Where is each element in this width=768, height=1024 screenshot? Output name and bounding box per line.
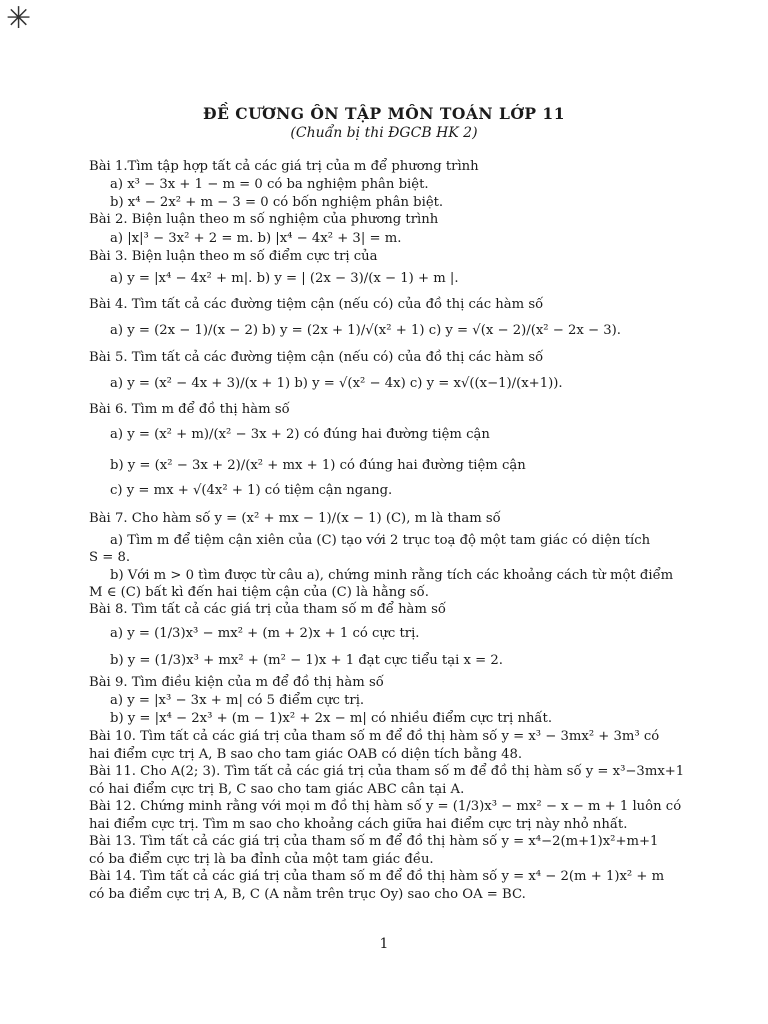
problem-14-line-2: có ba điểm cực trị A, B, C (A nằm trên trục Oy) sao cho OA = BC. bbox=[89, 887, 526, 902]
problem-6-part-c: c) y = mx + √(4x² + 1) có tiệm cận ngang. bbox=[110, 483, 393, 498]
problem-7-part-a: a) Tìm m để tiệm cận xiên của (C) tạo với 2 trục toạ độ một tam giác có diện tích bbox=[110, 533, 651, 548]
problem-2-heading: Bài 2. Biện luận theo m số nghiệm của phương trình bbox=[89, 212, 439, 227]
problem-1-part-b: b) x⁴ − 2x² + m − 3 = 0 có bốn nghiệm phân biệt. bbox=[110, 195, 444, 210]
problem-12-line-2: hai điểm cực trị. Tìm m sao cho khoảng cách giữa hai điểm cực trị này nhỏ nhất. bbox=[89, 817, 628, 832]
problem-9-part-a: a) y = |x³ − 3x + m| có 5 điểm cực trị. bbox=[110, 693, 365, 708]
problem-8-part-b: b) y = (1/3)x³ + mx² + (m² − 1)x + 1 đạt cực tiểu tại x = 2. bbox=[110, 653, 503, 668]
problem-5-parts: a) y = (x² − 4x + 3)/(x + 1) b) y = √(x² − 4x) c) y = x√((x−1)/(x+1)). bbox=[110, 376, 563, 391]
problem-10-line-1: Bài 10. Tìm tất cả các giá trị của tham số m để đồ thị hàm số y = x³ − 3mx² + 3m³ có bbox=[89, 729, 660, 744]
problem-4-heading: Bài 4. Tìm tất cả các đường tiệm cận (nếu có) của đồ thị các hàm số bbox=[89, 297, 544, 312]
problem-3-parts: a) y = |x⁴ − 4x² + m|. b) y = | (2x − 3)/(x − 1) + m |. bbox=[110, 271, 459, 286]
problem-6-part-b: b) y = (x² − 3x + 2)/(x² + mx + 1) có đúng hai đường tiệm cận bbox=[110, 458, 526, 473]
problem-13-line-2: có ba điểm cực trị là ba đỉnh của một tam giác đều. bbox=[89, 852, 434, 867]
problem-6-heading: Bài 6. Tìm m để đồ thị hàm số bbox=[89, 402, 290, 417]
problem-7-part-b: b) Với m > 0 tìm được từ câu a), chứng minh rằng tích các khoảng cách từ một điểm bbox=[110, 568, 674, 583]
problem-4-parts: a) y = (2x − 1)/(x − 2) b) y = (2x + 1)/√(x² + 1) c) y = √(x − 2)/(x² − 2x − 3). bbox=[110, 323, 621, 338]
document-subtitle: (Chuẩn bị thi ĐGCB HK 2) bbox=[290, 125, 478, 141]
document-title: ĐỀ CƯƠNG ÔN TẬP MÔN TOÁN LỚP 11 bbox=[203, 104, 565, 123]
problem-8-heading: Bài 8. Tìm tất cả các giá trị của tham số m để hàm số bbox=[89, 602, 446, 617]
problem-9-part-b: b) y = |x⁴ − 2x³ + (m − 1)x² + 2x − m| có nhiều điểm cực trị nhất. bbox=[110, 711, 553, 726]
problem-13-line-1: Bài 13. Tìm tất cả các giá trị của tham số m để đồ thị hàm số y = x⁴−2(m+1)x²+m+1 bbox=[89, 834, 659, 849]
problem-6-part-a: a) y = (x² + m)/(x² − 3x + 2) có đúng hai đường tiệm cận bbox=[110, 427, 490, 442]
problem-1-heading: Bài 1.Tìm tập hợp tất cả các giá trị của m để phương trình bbox=[89, 159, 479, 174]
problem-11-line-1: Bài 11. Cho A(2; 3). Tìm tất cả các giá trị của tham số m để đồ thị hàm số y = x³−3mx+1 bbox=[89, 764, 685, 779]
problem-3-heading: Bài 3. Biện luận theo m số điểm cực trị của bbox=[89, 249, 378, 264]
problem-5-heading: Bài 5. Tìm tất cả các đường tiệm cận (nếu có) của đồ thị các hàm số bbox=[89, 350, 544, 365]
problem-12-line-1: Bài 12. Chứng minh rằng với mọi m đồ thị hàm số y = (1/3)x³ − mx² − x − m + 1 luôn có bbox=[89, 799, 682, 814]
problem-14-line-1: Bài 14. Tìm tất cả các giá trị của tham số m để đồ thị hàm số y = x⁴ − 2(m + 1)x² + m bbox=[89, 869, 665, 884]
problem-9-heading: Bài 9. Tìm điều kiện của m để đồ thị hàm số bbox=[89, 675, 384, 690]
problem-8-part-a: a) y = (1/3)x³ − mx² + (m + 2)x + 1 có cực trị. bbox=[110, 626, 420, 641]
page-number: 1 bbox=[379, 936, 389, 952]
problem-7-heading: Bài 7. Cho hàm số y = (x² + mx − 1)/(x − 1) (C), m là tham số bbox=[89, 511, 501, 526]
problem-1-part-a: a) x³ − 3x + 1 − m = 0 có ba nghiệm phân biệt. bbox=[110, 177, 429, 192]
problem-7-part-a-cont: S = 8. bbox=[89, 550, 131, 565]
problem-10-line-2: hai điểm cực trị A, B sao cho tam giác OAB có diện tích bằng 48. bbox=[89, 747, 523, 762]
problem-7-part-b-cont: M ∈ (C) bất kì đến hai tiệm cận của (C) là hằng số. bbox=[89, 585, 429, 600]
problem-2-parts: a) |x|³ − 3x² + 2 = m. b) |x⁴ − 4x² + 3| = m. bbox=[110, 231, 402, 246]
problem-11-line-2: có hai điểm cực trị B, C sao cho tam giác ABC cân tại A. bbox=[89, 782, 465, 797]
asterisk-mark-icon: ✳ bbox=[6, 1, 32, 36]
